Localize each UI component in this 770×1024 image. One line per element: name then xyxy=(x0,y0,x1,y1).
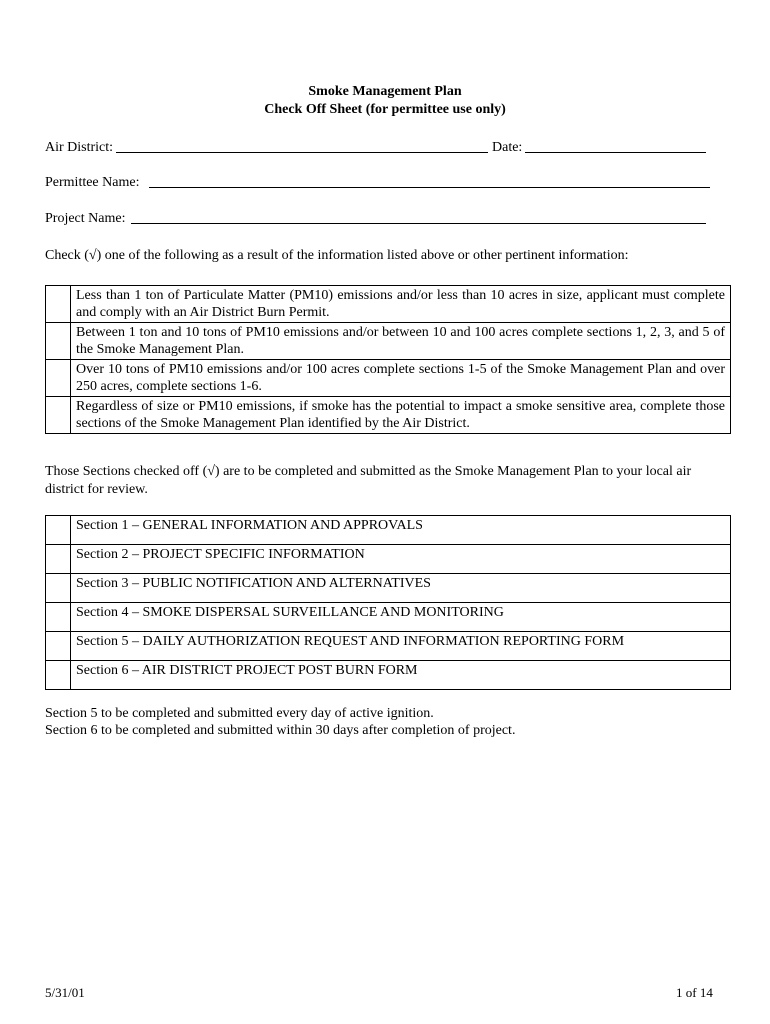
project-name-row xyxy=(45,210,715,228)
option-text: Less than 1 ton of Particulate Matter (PM10) emissions and/or less than 10 acres in size, applicant must complete and comply with an Air District Burn Permit. xyxy=(71,286,731,323)
section-label: Section 3 – PUBLIC NOTIFICATION AND ALTERNATIVES xyxy=(71,574,731,603)
section-label: Section 4 – SMOKE DISPERSAL SURVEILLANCE AND MONITORING xyxy=(71,603,731,632)
section-checkbox[interactable] xyxy=(46,632,71,661)
air-district-row xyxy=(45,139,710,157)
option-checkbox[interactable] xyxy=(46,397,71,434)
sections-table xyxy=(45,515,731,690)
option-text: Regardless of size or PM10 emissions, if smoke has the potential to impact a smoke sensitive area, complete those sections of the Smoke Management Plan identified by the Air District. xyxy=(71,397,731,434)
section-label: Section 1 – GENERAL INFORMATION AND APPROVALS xyxy=(71,516,731,545)
section-row xyxy=(46,661,731,690)
section-checkbox[interactable] xyxy=(46,574,71,603)
section-label: Section 2 – PROJECT SPECIFIC INFORMATION xyxy=(71,545,731,574)
option-row xyxy=(46,360,731,397)
project-name-field[interactable] xyxy=(131,223,706,224)
option-text: Over 10 tons of PM10 emissions and/or 100 acres complete sections 1-5 of the Smoke Management Plan and over 250 acres, complete sections 1-6. xyxy=(71,360,731,397)
note-section-5: Section 5 to be completed and submitted every day of active ignition. xyxy=(45,706,434,721)
section-label: Section 6 – AIR DISTRICT PROJECT POST BURN FORM xyxy=(71,661,731,690)
date-field[interactable] xyxy=(525,152,706,153)
section-checkbox[interactable] xyxy=(46,661,71,690)
option-row xyxy=(46,397,731,434)
options-table xyxy=(45,285,731,434)
section-row xyxy=(46,574,731,603)
project-name-label: Project Name: xyxy=(45,211,126,226)
section-checkbox[interactable] xyxy=(46,545,71,574)
footer-date: 5/31/01 xyxy=(45,985,85,1000)
permittee-name-label: Permittee Name: xyxy=(45,175,140,190)
air-district-field[interactable] xyxy=(116,152,488,153)
sections-instruction: Those Sections checked off (√) are to be completed and submitted as the Smoke Management Plan to your local air district for review. xyxy=(45,464,692,497)
permittee-name-field[interactable] xyxy=(149,187,710,188)
option-row xyxy=(46,286,731,323)
section-checkbox[interactable] xyxy=(46,603,71,632)
option-text: Between 1 ton and 10 tons of PM10 emissions and/or between 10 and 100 acres complete sections 1, 2, 3, and 5 of the Smoke Management Plan. xyxy=(71,323,731,360)
option-row xyxy=(46,323,731,360)
document-subtitle: Check Off Sheet (for permittee use only) xyxy=(264,102,506,117)
check-instruction: Check (√) one of the following as a result of the information listed above or other pertinent information: xyxy=(45,248,629,263)
footer-page-number: 1 of 14 xyxy=(676,985,713,1000)
section-row xyxy=(46,632,731,661)
section-checkbox[interactable] xyxy=(46,516,71,545)
option-checkbox[interactable] xyxy=(46,286,71,323)
section-row xyxy=(46,516,731,545)
section-row xyxy=(46,603,731,632)
section-row xyxy=(46,545,731,574)
option-checkbox[interactable] xyxy=(46,360,71,397)
section-label: Section 5 – DAILY AUTHORIZATION REQUEST AND INFORMATION REPORTING FORM xyxy=(71,632,731,661)
date-label: Date: xyxy=(492,140,523,155)
option-checkbox[interactable] xyxy=(46,323,71,360)
permittee-name-row xyxy=(45,174,715,192)
document-title: Smoke Management Plan xyxy=(308,84,462,99)
note-section-6: Section 6 to be completed and submitted within 30 days after completion of project. xyxy=(45,723,516,738)
air-district-label: Air District: xyxy=(45,140,114,155)
